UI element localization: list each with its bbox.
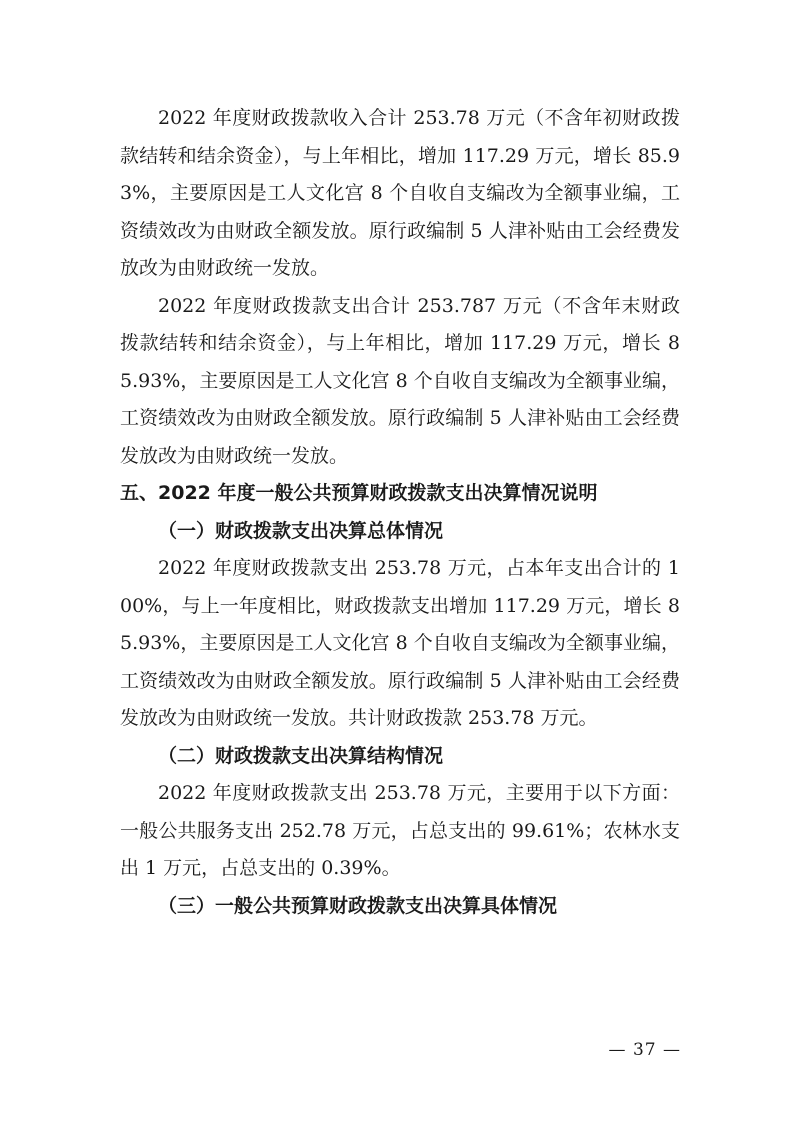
subheading-2: （二）财政拨款支出决算结构情况: [158, 744, 444, 767]
page-number: — 37 —: [608, 1040, 681, 1060]
paragraph-revenue-total: 2022 年度财政拨款收入合计 253.78 万元（不含年初财政拨款结转和结余资金），与上年相比，增加 117.29 万元，增长 85.93%，主要原因是工人文化宫 8 个自收自支编改为全额事业编，工资绩效改为由财政全额发放。原行政编制 5 人津补贴由工会经费发放改为由财政统一发放。: [120, 107, 680, 279]
subheading-1: （一）财政拨款支出决算总体情况: [158, 519, 444, 542]
subheading-3: （三）一般公共预算财政拨款支出决算具体情况: [158, 894, 558, 917]
paragraph-expenditure-total: 2022 年度财政拨款支出合计 253.787 万元（不含年末财政拨款结转和结余资金），与上年相比，增加 117.29 万元，增长 85.93%，主要原因是工人文化宫 8 个自收自支编改为全额事业编，工资绩效改为由财政全额发放。原行政编制 5 人津补贴由工会经费发放改为由财政统一发放。: [120, 294, 680, 467]
paragraph-expenditure-structure: 2022 年度财政拨款支出 253.78 万元，主要用于以下方面：一般公共服务支出 252.78 万元，占总支出的 99.61%；农林水支出 1 万元，占总支出的 0.39%。: [120, 782, 680, 879]
paragraph-overall-expenditure: 2022 年度财政拨款支出 253.78 万元，占本年支出合计的 100%，与上一年度相比，财政拨款支出增加 117.29 万元，增长 85.93%，主要原因是工人文化宫 8 个自收自支编改为全额事业编，工资绩效改为由财政全额发放。原行政编制 5 人津补贴由工会经费发放改为由财政统一发放。共计财政拨款 253.78 万元。: [120, 557, 680, 729]
document-body: [120, 100, 680, 925]
section-heading-5: 五、2022 年度一般公共预算财政拨款支出决算情况说明: [120, 482, 598, 504]
